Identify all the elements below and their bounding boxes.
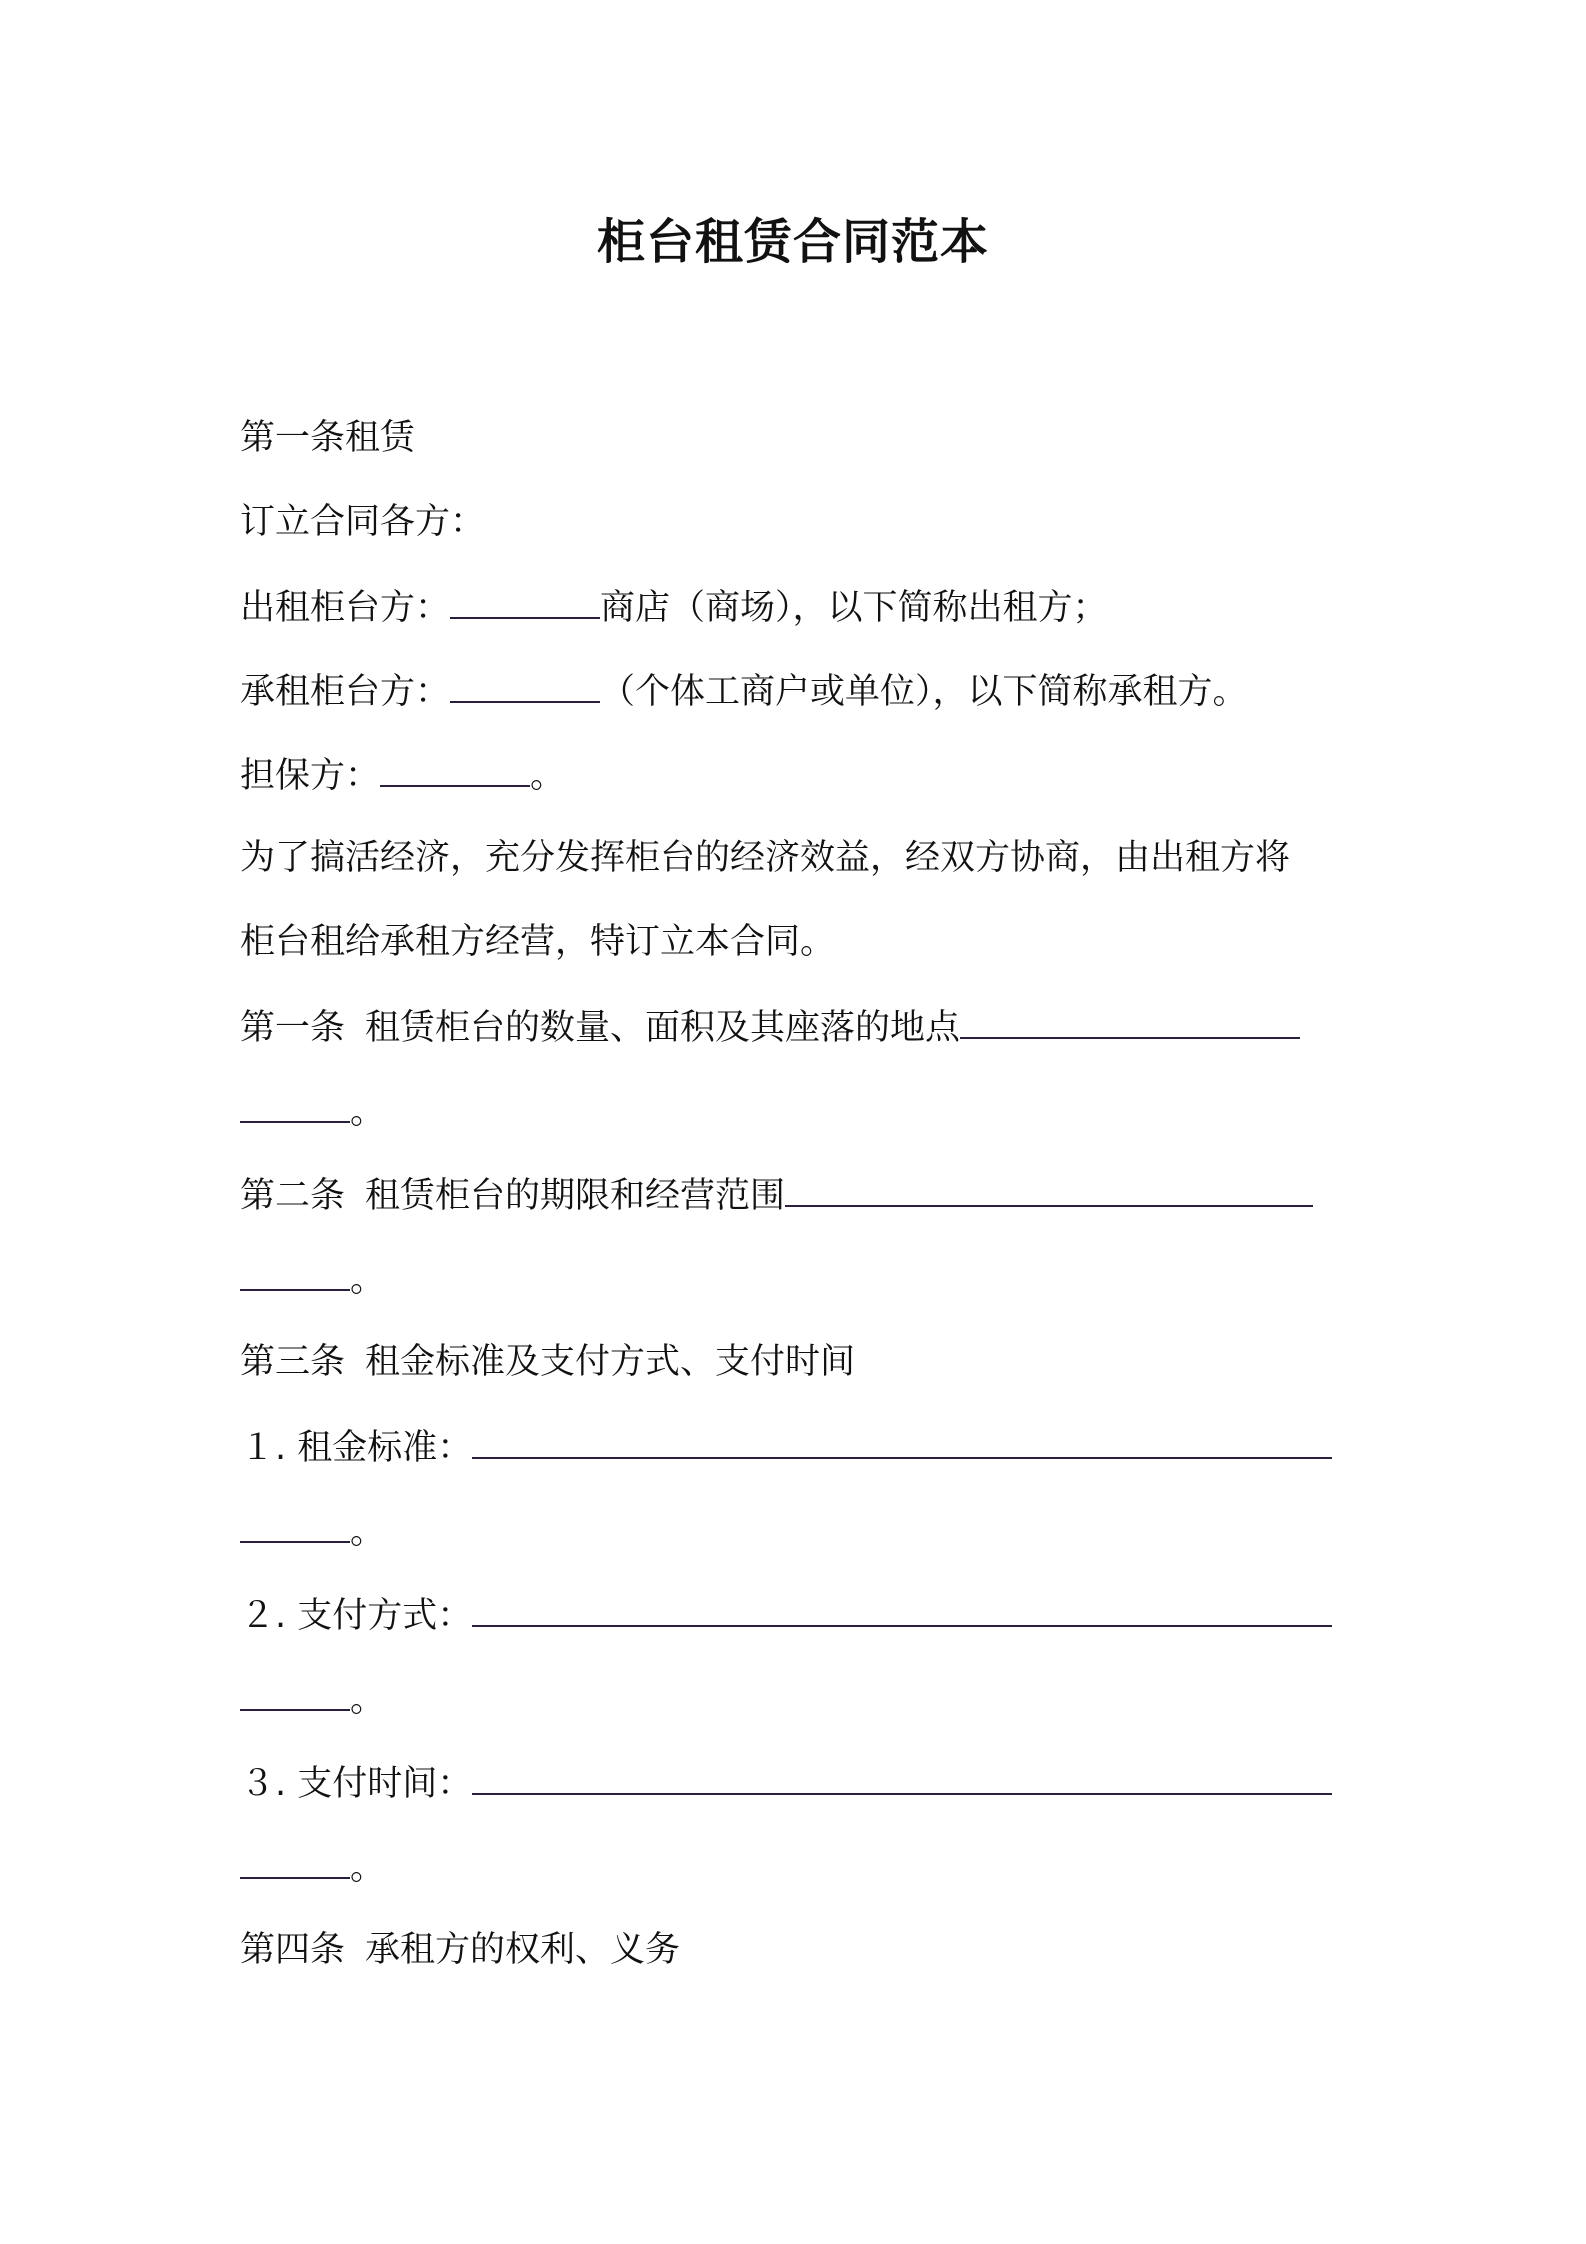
article-3-line: [240, 1337, 855, 1387]
payment-time-blank-cont[interactable]: [240, 1841, 350, 1879]
article-2-end: 。: [350, 1260, 386, 1300]
lessor-text: 商店（商场），以下简称出租方；: [600, 588, 1108, 628]
rent-standard-line: [240, 1421, 1332, 1473]
lessor-blank[interactable]: [450, 581, 600, 619]
article-4-line: [240, 1925, 680, 1975]
parties-heading: [240, 497, 485, 547]
payment-time-blank[interactable]: [472, 1757, 1332, 1795]
payment-method-blank[interactable]: [472, 1589, 1332, 1627]
article-1-end: 。: [350, 1092, 386, 1132]
article-1-text: 租赁柜台的数量、面积及其座落的地点: [365, 1008, 961, 1048]
article-1-number: 第一条: [240, 1008, 346, 1048]
lessee-text: （个体工商户或单位），以下简称承租方。: [600, 672, 1248, 712]
payment-method-blank-cont[interactable]: [240, 1673, 350, 1711]
article-3-number: 第三条: [240, 1342, 346, 1382]
section-heading-lease: [240, 413, 415, 463]
guarantor-blank[interactable]: [380, 749, 530, 787]
payment-method-end: 。: [350, 1680, 386, 1720]
rent-standard-blank[interactable]: [472, 1421, 1332, 1459]
article-1-blank[interactable]: [960, 1001, 1300, 1039]
article-3-text: 租金标准及支付方式、支付时间: [365, 1342, 856, 1382]
payment-method-cont: [240, 1673, 385, 1725]
article-1-cont: [240, 1085, 385, 1137]
article-4-text: 承租方的权利、义务: [365, 1930, 681, 1970]
article-2-blank-cont[interactable]: [240, 1253, 350, 1291]
rent-standard-end: 。: [350, 1512, 386, 1552]
document-title: 柜台租赁合同范本: [596, 214, 989, 270]
lessee-blank[interactable]: [450, 665, 600, 703]
guarantor-end: 。: [530, 756, 566, 796]
article-4-number: 第四条: [240, 1930, 346, 1970]
rent-standard-cont: [240, 1505, 385, 1557]
article-2-text: 租赁柜台的期限和经营范围: [365, 1176, 786, 1216]
payment-time-line: [240, 1757, 1332, 1809]
lessee-label: 承租柜台方：: [240, 672, 451, 712]
guarantor-line: [240, 749, 565, 801]
article-1-blank-cont[interactable]: [240, 1085, 350, 1123]
guarantor-label: 担保方：: [240, 756, 381, 796]
payment-method-line: [240, 1589, 1332, 1641]
parties-text: 订立合同各方：: [240, 502, 486, 542]
preamble-line-1: [240, 833, 1290, 883]
article-2-cont: [240, 1253, 385, 1305]
lessor-label: 出租柜台方：: [240, 588, 451, 628]
article-2-line: [240, 1169, 1313, 1221]
article-2-number: 第二条: [240, 1176, 346, 1216]
preamble-text-1: 为了搞活经济，充分发挥柜台的经济效益，经双方协商，由出租方将: [240, 838, 1291, 878]
lessee-line: [240, 665, 1248, 717]
rent-standard-blank-cont[interactable]: [240, 1505, 350, 1543]
heading-text: 第一条租赁: [240, 418, 416, 458]
payment-time-cont: [240, 1841, 385, 1893]
article-2-blank[interactable]: [785, 1169, 1313, 1207]
lessor-line: [240, 581, 1108, 633]
article-1-line: [240, 1001, 1300, 1053]
preamble-line-2: [240, 917, 835, 967]
rent-standard-label: １. 租金标准：: [240, 1428, 473, 1468]
payment-time-label: ３. 支付时间：: [240, 1764, 473, 1804]
payment-method-label: ２. 支付方式：: [240, 1596, 473, 1636]
preamble-text-2: 柜台租给承租方经营，特订立本合同。: [240, 922, 836, 962]
payment-time-end: 。: [350, 1848, 386, 1888]
